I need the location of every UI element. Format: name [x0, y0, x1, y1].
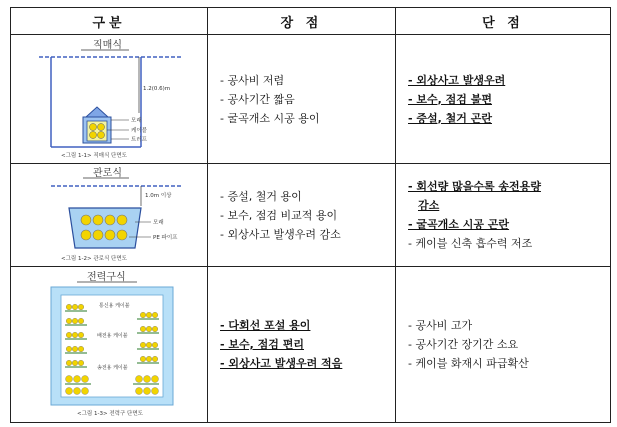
header-pros: 장 점: [208, 8, 396, 35]
diagram-cell-duct: [11, 164, 208, 267]
header-cons: 단 점: [396, 8, 611, 35]
pros-cell: [208, 267, 396, 423]
cons-cell: [396, 267, 611, 423]
cons-cell: [396, 164, 611, 267]
legend-sand: 모래: [153, 220, 164, 226]
shelf-label-distribution: 배전용 케이블: [97, 333, 128, 339]
list-item: - 케이블 화재시 파급확산: [408, 357, 529, 370]
table-row: [11, 35, 611, 164]
type-label: 전력구식: [87, 272, 126, 283]
pros-cell: [208, 164, 396, 267]
cons-list: [396, 177, 610, 253]
list-item: - 외상사고 발생우려 감소: [220, 227, 341, 241]
legend-trough: 트러프: [131, 137, 147, 143]
table-row: [11, 267, 611, 423]
shelf-label-transmission: 송전용 케이블: [97, 365, 128, 371]
list-item: - 증설, 철거 용이: [220, 189, 302, 203]
list-item: - 공사비 고가: [408, 319, 473, 332]
tunnel-diagram: [11, 267, 208, 422]
list-item: - 공사기간 짧음: [220, 92, 295, 106]
diagram-cell-tunnel: [11, 267, 208, 423]
type-label: 관로식: [93, 168, 122, 179]
direct-burial-diagram: [11, 35, 208, 163]
list-item: - 보수, 점검 불편: [408, 92, 492, 106]
shelf-label-telecom: 통신용 케이블: [99, 303, 130, 309]
list-item: - 공사기간 장기간 소요: [408, 338, 519, 351]
pros-list: [208, 316, 395, 373]
list-item: - 다회선 포설 용이: [220, 319, 311, 332]
duct-diagram: [11, 164, 208, 266]
header-row: [11, 8, 611, 35]
list-item: - 보수, 점검 편리: [220, 338, 304, 351]
list-item: - 공사비 저렴: [220, 73, 285, 87]
figure-caption: <그림 1-2> 관로식 단면도: [61, 256, 127, 262]
legend-sand: 모래: [131, 118, 142, 124]
figure-caption: <그림 1-1> 직매식 단면도: [61, 153, 127, 159]
cons-list: [396, 71, 610, 128]
cons-list: [396, 316, 610, 373]
cons-cell: [396, 35, 611, 164]
depth-label: 1.2(0.6)m: [143, 86, 171, 92]
list-item: - 굴곡개소 시공 용이: [220, 111, 320, 125]
header-type: 구분: [11, 8, 208, 35]
list-item: - 증설, 철거 곤란: [408, 111, 492, 125]
list-item: - 외상사고 발생우려 적음: [220, 357, 343, 370]
pros-list: [208, 187, 395, 244]
comparison-table: [10, 7, 611, 423]
table-row: [11, 164, 611, 267]
list-item: 감소: [418, 199, 440, 212]
list-item: - 보수, 점검 비교적 용이: [220, 208, 338, 222]
pros-cell: [208, 35, 396, 164]
legend-cable: 케이블: [131, 128, 147, 134]
list-item: - 회선량 많을수록 송전용량: [408, 180, 541, 193]
diagram-cell-direct-burial: [11, 35, 208, 164]
type-label: 직매식: [93, 40, 122, 51]
list-item: - 케이블 신축 흡수력 저조: [408, 237, 533, 250]
list-item: - 굴곡개소 시공 곤란: [408, 218, 510, 231]
pros-list: [208, 71, 395, 128]
list-item: - 외상사고 발생우려: [408, 73, 506, 87]
figure-caption: <그림 1-3> 전력구 단면도: [77, 411, 143, 417]
legend-pe-pipe: PE 파이프: [153, 235, 178, 241]
depth-label: 1.0m 이상: [145, 193, 172, 199]
